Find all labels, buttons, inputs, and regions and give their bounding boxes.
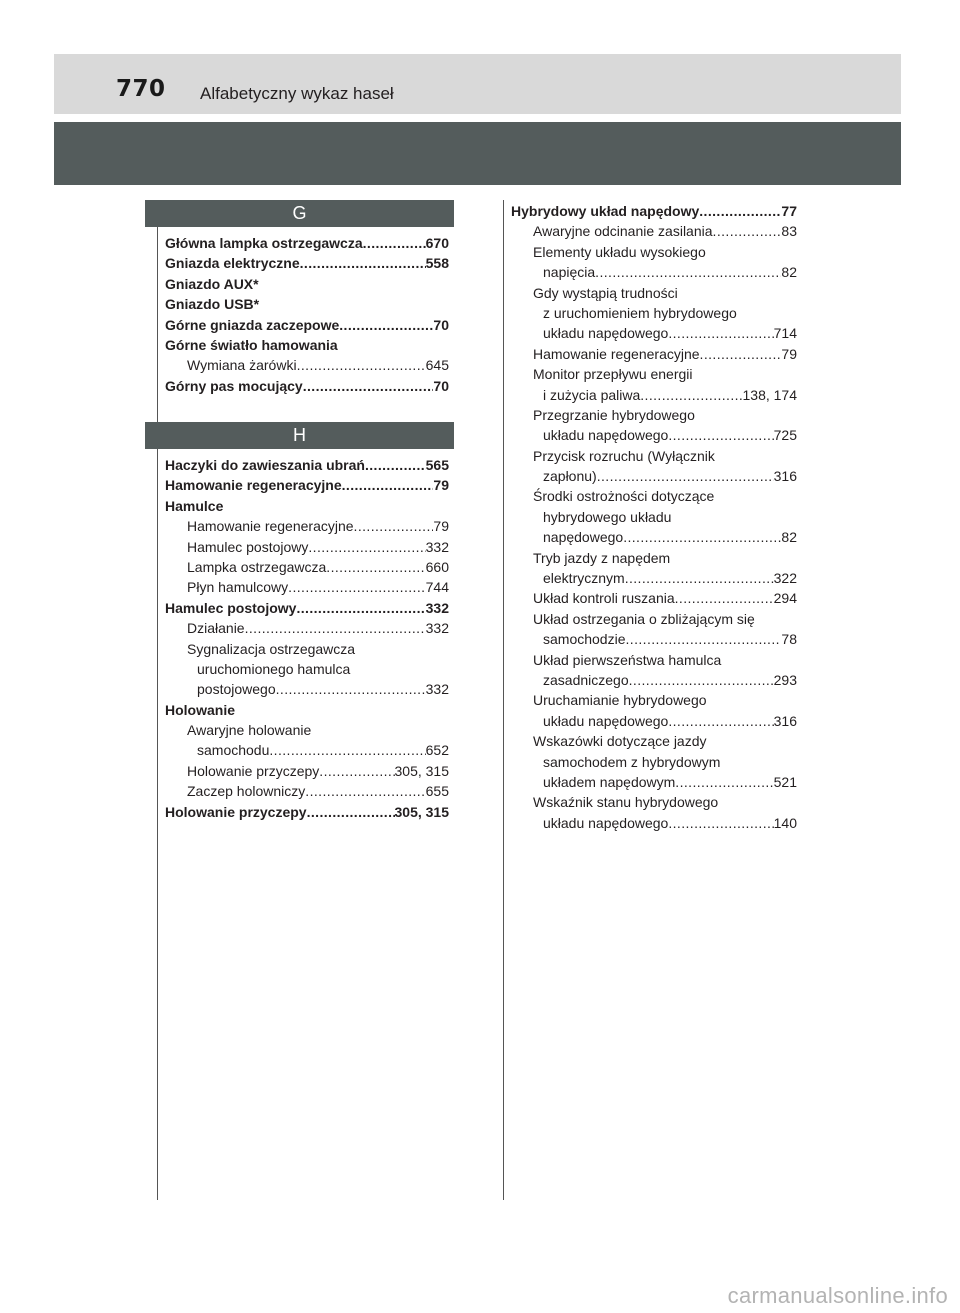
entry-page-number: 293 bbox=[773, 671, 797, 688]
dot-leader bbox=[675, 588, 774, 608]
dot-leader bbox=[668, 425, 773, 445]
entry-label: samochodem z hybrydowym bbox=[543, 753, 721, 770]
entry-page-number: 316 bbox=[773, 712, 797, 729]
entry-page-number: 332 bbox=[425, 538, 449, 555]
entry-label: elektrycznym bbox=[543, 570, 625, 587]
dot-leader bbox=[668, 813, 773, 833]
index-entry bbox=[511, 242, 797, 262]
entry-page-number: 322 bbox=[773, 570, 797, 587]
entry-page-number: 725 bbox=[773, 427, 797, 444]
entry-page-number: 652 bbox=[425, 742, 449, 759]
entry-label: układem napędowym bbox=[543, 773, 676, 790]
index-entry bbox=[165, 455, 449, 475]
index-entry bbox=[511, 364, 797, 384]
entry-page-number: 565 bbox=[425, 456, 449, 473]
entry-label: uruchomionego hamulca bbox=[197, 660, 351, 677]
entry-page-number: 744 bbox=[425, 579, 449, 596]
left-column-rule bbox=[157, 200, 158, 1200]
index-entry bbox=[165, 253, 449, 273]
index-entry bbox=[511, 425, 797, 445]
dot-leader bbox=[276, 679, 426, 699]
entry-label: napięcia bbox=[543, 264, 596, 281]
index-entry bbox=[511, 446, 797, 466]
entry-label: Działanie bbox=[187, 620, 245, 637]
dot-leader bbox=[625, 568, 774, 588]
index-entry bbox=[165, 557, 449, 577]
dot-leader bbox=[675, 772, 773, 792]
dot-leader bbox=[300, 253, 426, 273]
entry-page-number: 670 bbox=[425, 234, 449, 251]
entry-label: Holowanie bbox=[165, 701, 236, 718]
dot-leader bbox=[700, 344, 782, 364]
header-dark-band bbox=[54, 122, 901, 185]
entry-page-number: 305, 315 bbox=[394, 762, 449, 779]
entry-page-number: 521 bbox=[773, 773, 797, 790]
index-entry bbox=[511, 466, 797, 486]
index-entry bbox=[511, 690, 797, 710]
index-entry bbox=[511, 486, 797, 506]
entry-label: Górne gniazda zaczepowe bbox=[165, 316, 340, 333]
entry-page-number: 82 bbox=[781, 264, 797, 281]
index-entry bbox=[511, 609, 797, 629]
index-entry bbox=[165, 315, 449, 335]
entry-label: Hybrydowy układ napędowy bbox=[511, 202, 700, 219]
entry-page-number: 79 bbox=[433, 477, 449, 494]
index-entry bbox=[511, 670, 797, 690]
entry-label: Tryb jazdy z napędem bbox=[533, 549, 671, 566]
entry-label: Główna lampka ostrzegawcza bbox=[165, 234, 363, 251]
dot-leader bbox=[319, 761, 394, 781]
entry-label: Monitor przepływu energii bbox=[533, 366, 693, 383]
entry-page-number: 660 bbox=[425, 558, 449, 575]
dot-leader bbox=[595, 262, 781, 282]
entry-page-number: 645 bbox=[425, 357, 449, 374]
dot-leader bbox=[365, 455, 426, 475]
index-entry bbox=[511, 731, 797, 751]
entry-page-number: 305, 315 bbox=[394, 803, 449, 820]
page-number: 770 bbox=[116, 76, 166, 102]
index-entry bbox=[511, 385, 797, 405]
index-entry bbox=[511, 629, 797, 649]
entry-label: Gdy wystąpią trudności bbox=[533, 284, 678, 301]
index-entry bbox=[511, 650, 797, 670]
dot-leader bbox=[354, 516, 434, 536]
dot-leader bbox=[629, 670, 774, 690]
entry-label: Holowanie przyczepy bbox=[187, 762, 320, 779]
entry-page-number: 332 bbox=[425, 620, 449, 637]
dot-leader bbox=[640, 385, 742, 405]
dot-leader bbox=[339, 315, 433, 335]
entry-label: napędowego bbox=[543, 529, 624, 546]
index-entry bbox=[165, 618, 449, 638]
entry-page-number: 332 bbox=[425, 681, 449, 698]
index-list-g bbox=[165, 233, 449, 396]
dot-leader bbox=[288, 577, 425, 597]
entry-page-number: 294 bbox=[773, 590, 797, 607]
index-entry bbox=[165, 761, 449, 781]
index-entry bbox=[165, 335, 449, 355]
entry-page-number: 714 bbox=[773, 325, 797, 342]
dot-leader bbox=[342, 475, 434, 495]
dot-leader bbox=[307, 802, 395, 822]
index-entry bbox=[165, 781, 449, 801]
entry-label: Gniazda elektryczne bbox=[165, 255, 300, 272]
entry-page-number: 316 bbox=[773, 468, 797, 485]
right-column-rule bbox=[503, 200, 504, 1200]
index-entry bbox=[165, 700, 449, 720]
index-entry bbox=[165, 740, 449, 760]
index-entry bbox=[165, 720, 449, 740]
entry-label: Środki ostrożności dotyczące bbox=[533, 488, 715, 505]
entry-page-number: 138, 174 bbox=[742, 386, 797, 403]
entry-label: Holowanie przyczepy bbox=[165, 803, 307, 820]
section-header-h: H bbox=[145, 422, 454, 449]
entry-label: Hamowanie regeneracyjne bbox=[187, 518, 354, 535]
index-entry bbox=[511, 303, 797, 323]
index-entry bbox=[511, 813, 797, 833]
index-entry bbox=[511, 201, 797, 221]
dot-leader bbox=[668, 323, 773, 343]
entry-label: Układ kontroli ruszania bbox=[533, 590, 675, 607]
entry-page-number: 655 bbox=[425, 783, 449, 800]
index-entry bbox=[165, 537, 449, 557]
dot-leader bbox=[326, 557, 425, 577]
index-entry bbox=[165, 802, 449, 822]
entry-label: Awaryjne odcinanie zasilania bbox=[533, 223, 713, 240]
entry-page-number: 77 bbox=[781, 202, 797, 219]
section-header-g: G bbox=[145, 200, 454, 227]
entry-label: Haczyki do zawieszania ubrań bbox=[165, 456, 365, 473]
entry-label: Układ ostrzegania o zbliżającym się bbox=[533, 610, 755, 627]
entry-label: Hamulec postojowy bbox=[165, 599, 297, 616]
dot-leader bbox=[303, 376, 434, 396]
entry-label: Wskaźnik stanu hybrydowego bbox=[533, 794, 719, 811]
index-entry bbox=[165, 274, 449, 294]
entry-label: hybrydowego układu bbox=[543, 508, 672, 525]
entry-label: i zużycia paliwa bbox=[543, 386, 641, 403]
entry-label: zasadniczego bbox=[543, 671, 629, 688]
index-entry bbox=[511, 588, 797, 608]
entry-label: Górny pas mocujący bbox=[165, 377, 303, 394]
index-entry bbox=[511, 405, 797, 425]
index-entry bbox=[511, 283, 797, 303]
entry-page-number: 558 bbox=[425, 255, 449, 272]
entry-page-number: 140 bbox=[773, 814, 797, 831]
dot-leader bbox=[245, 618, 426, 638]
index-entry bbox=[165, 376, 449, 396]
index-entry bbox=[165, 355, 449, 375]
dot-leader bbox=[668, 711, 773, 731]
index-entry bbox=[511, 221, 797, 241]
entry-label: Awaryjne holowanie bbox=[187, 722, 312, 739]
index-entry bbox=[165, 598, 449, 618]
entry-label: Zaczep holowniczy bbox=[187, 783, 306, 800]
entry-label: układu napędowego bbox=[543, 814, 669, 831]
dot-leader bbox=[308, 537, 425, 557]
dot-leader bbox=[713, 221, 782, 241]
index-entry bbox=[511, 323, 797, 343]
entry-page-number: 79 bbox=[433, 518, 449, 535]
entry-label: Wskazówki dotyczące jazdy bbox=[533, 733, 707, 750]
index-list-right bbox=[511, 201, 797, 833]
index-entry bbox=[511, 507, 797, 527]
entry-label: układu napędowego bbox=[543, 427, 669, 444]
index-entry bbox=[165, 233, 449, 253]
index-entry bbox=[165, 516, 449, 536]
dot-leader bbox=[623, 527, 781, 547]
entry-label: Lampka ostrzegawcza bbox=[187, 558, 327, 575]
index-entry bbox=[165, 659, 449, 679]
index-entry bbox=[165, 639, 449, 659]
entry-page-number: 70 bbox=[433, 316, 449, 333]
dot-leader bbox=[699, 201, 781, 221]
index-entry bbox=[165, 577, 449, 597]
entry-label: układu napędowego bbox=[543, 325, 669, 342]
index-entry bbox=[165, 294, 449, 314]
entry-label: Płyn hamulcowy bbox=[187, 579, 289, 596]
index-entry bbox=[511, 711, 797, 731]
entry-label: Hamowanie regeneracyjne bbox=[165, 477, 342, 494]
dot-leader bbox=[363, 233, 426, 253]
dot-leader bbox=[297, 355, 426, 375]
index-entry bbox=[511, 568, 797, 588]
entry-page-number: 332 bbox=[425, 599, 449, 616]
index-entry bbox=[511, 772, 797, 792]
dot-leader bbox=[305, 781, 425, 801]
index-entry bbox=[165, 679, 449, 699]
entry-label: Układ pierwszeństwa hamulca bbox=[533, 651, 722, 668]
page-title: Alfabetyczny wykaz haseł bbox=[200, 84, 394, 103]
entry-page-number: 82 bbox=[781, 529, 797, 546]
index-entry bbox=[511, 344, 797, 364]
entry-label: samochodzie bbox=[543, 631, 626, 648]
entry-label: Sygnalizacja ostrzegawcza bbox=[187, 640, 356, 657]
entry-label: Gniazdo USB* bbox=[165, 296, 260, 313]
entry-label: Uruchamianie hybrydowego bbox=[533, 692, 707, 709]
entry-label: Gniazdo AUX* bbox=[165, 275, 259, 292]
index-list-h bbox=[165, 455, 449, 822]
entry-label: samochodu bbox=[197, 742, 270, 759]
entry-label: Przycisk rozruchu (Wyłącznik bbox=[533, 447, 715, 464]
entry-label: Hamulce bbox=[165, 497, 224, 514]
entry-label: Górne światło hamowania bbox=[165, 336, 338, 353]
index-entry bbox=[511, 548, 797, 568]
index-entry bbox=[165, 475, 449, 495]
index-entry bbox=[511, 792, 797, 812]
entry-label: układu napędowego bbox=[543, 712, 669, 729]
dot-leader bbox=[597, 466, 774, 486]
entry-label: postojowego bbox=[197, 681, 276, 698]
dot-leader bbox=[269, 740, 425, 760]
entry-label: zapłonu) bbox=[543, 468, 597, 485]
dot-leader bbox=[626, 629, 782, 649]
entry-label: Elementy układu wysokiego bbox=[533, 243, 706, 260]
entry-label: z uruchomieniem hybrydowego bbox=[543, 304, 737, 321]
entry-label: Przegrzanie hybrydowego bbox=[533, 406, 695, 423]
index-entry bbox=[511, 527, 797, 547]
index-entry bbox=[511, 262, 797, 282]
dot-leader bbox=[296, 598, 425, 618]
entry-label: Hamulec postojowy bbox=[187, 538, 309, 555]
entry-page-number: 83 bbox=[781, 223, 797, 240]
entry-label: Hamowanie regeneracyjne bbox=[533, 345, 700, 362]
watermark: carmanualsonline.info bbox=[727, 1283, 948, 1308]
index-entry bbox=[165, 496, 449, 516]
entry-label: Wymiana żarówki bbox=[187, 357, 297, 374]
entry-page-number: 79 bbox=[781, 345, 797, 362]
entry-page-number: 70 bbox=[433, 377, 449, 394]
index-entry bbox=[511, 752, 797, 772]
header-band bbox=[54, 54, 901, 114]
entry-page-number: 78 bbox=[781, 631, 797, 648]
